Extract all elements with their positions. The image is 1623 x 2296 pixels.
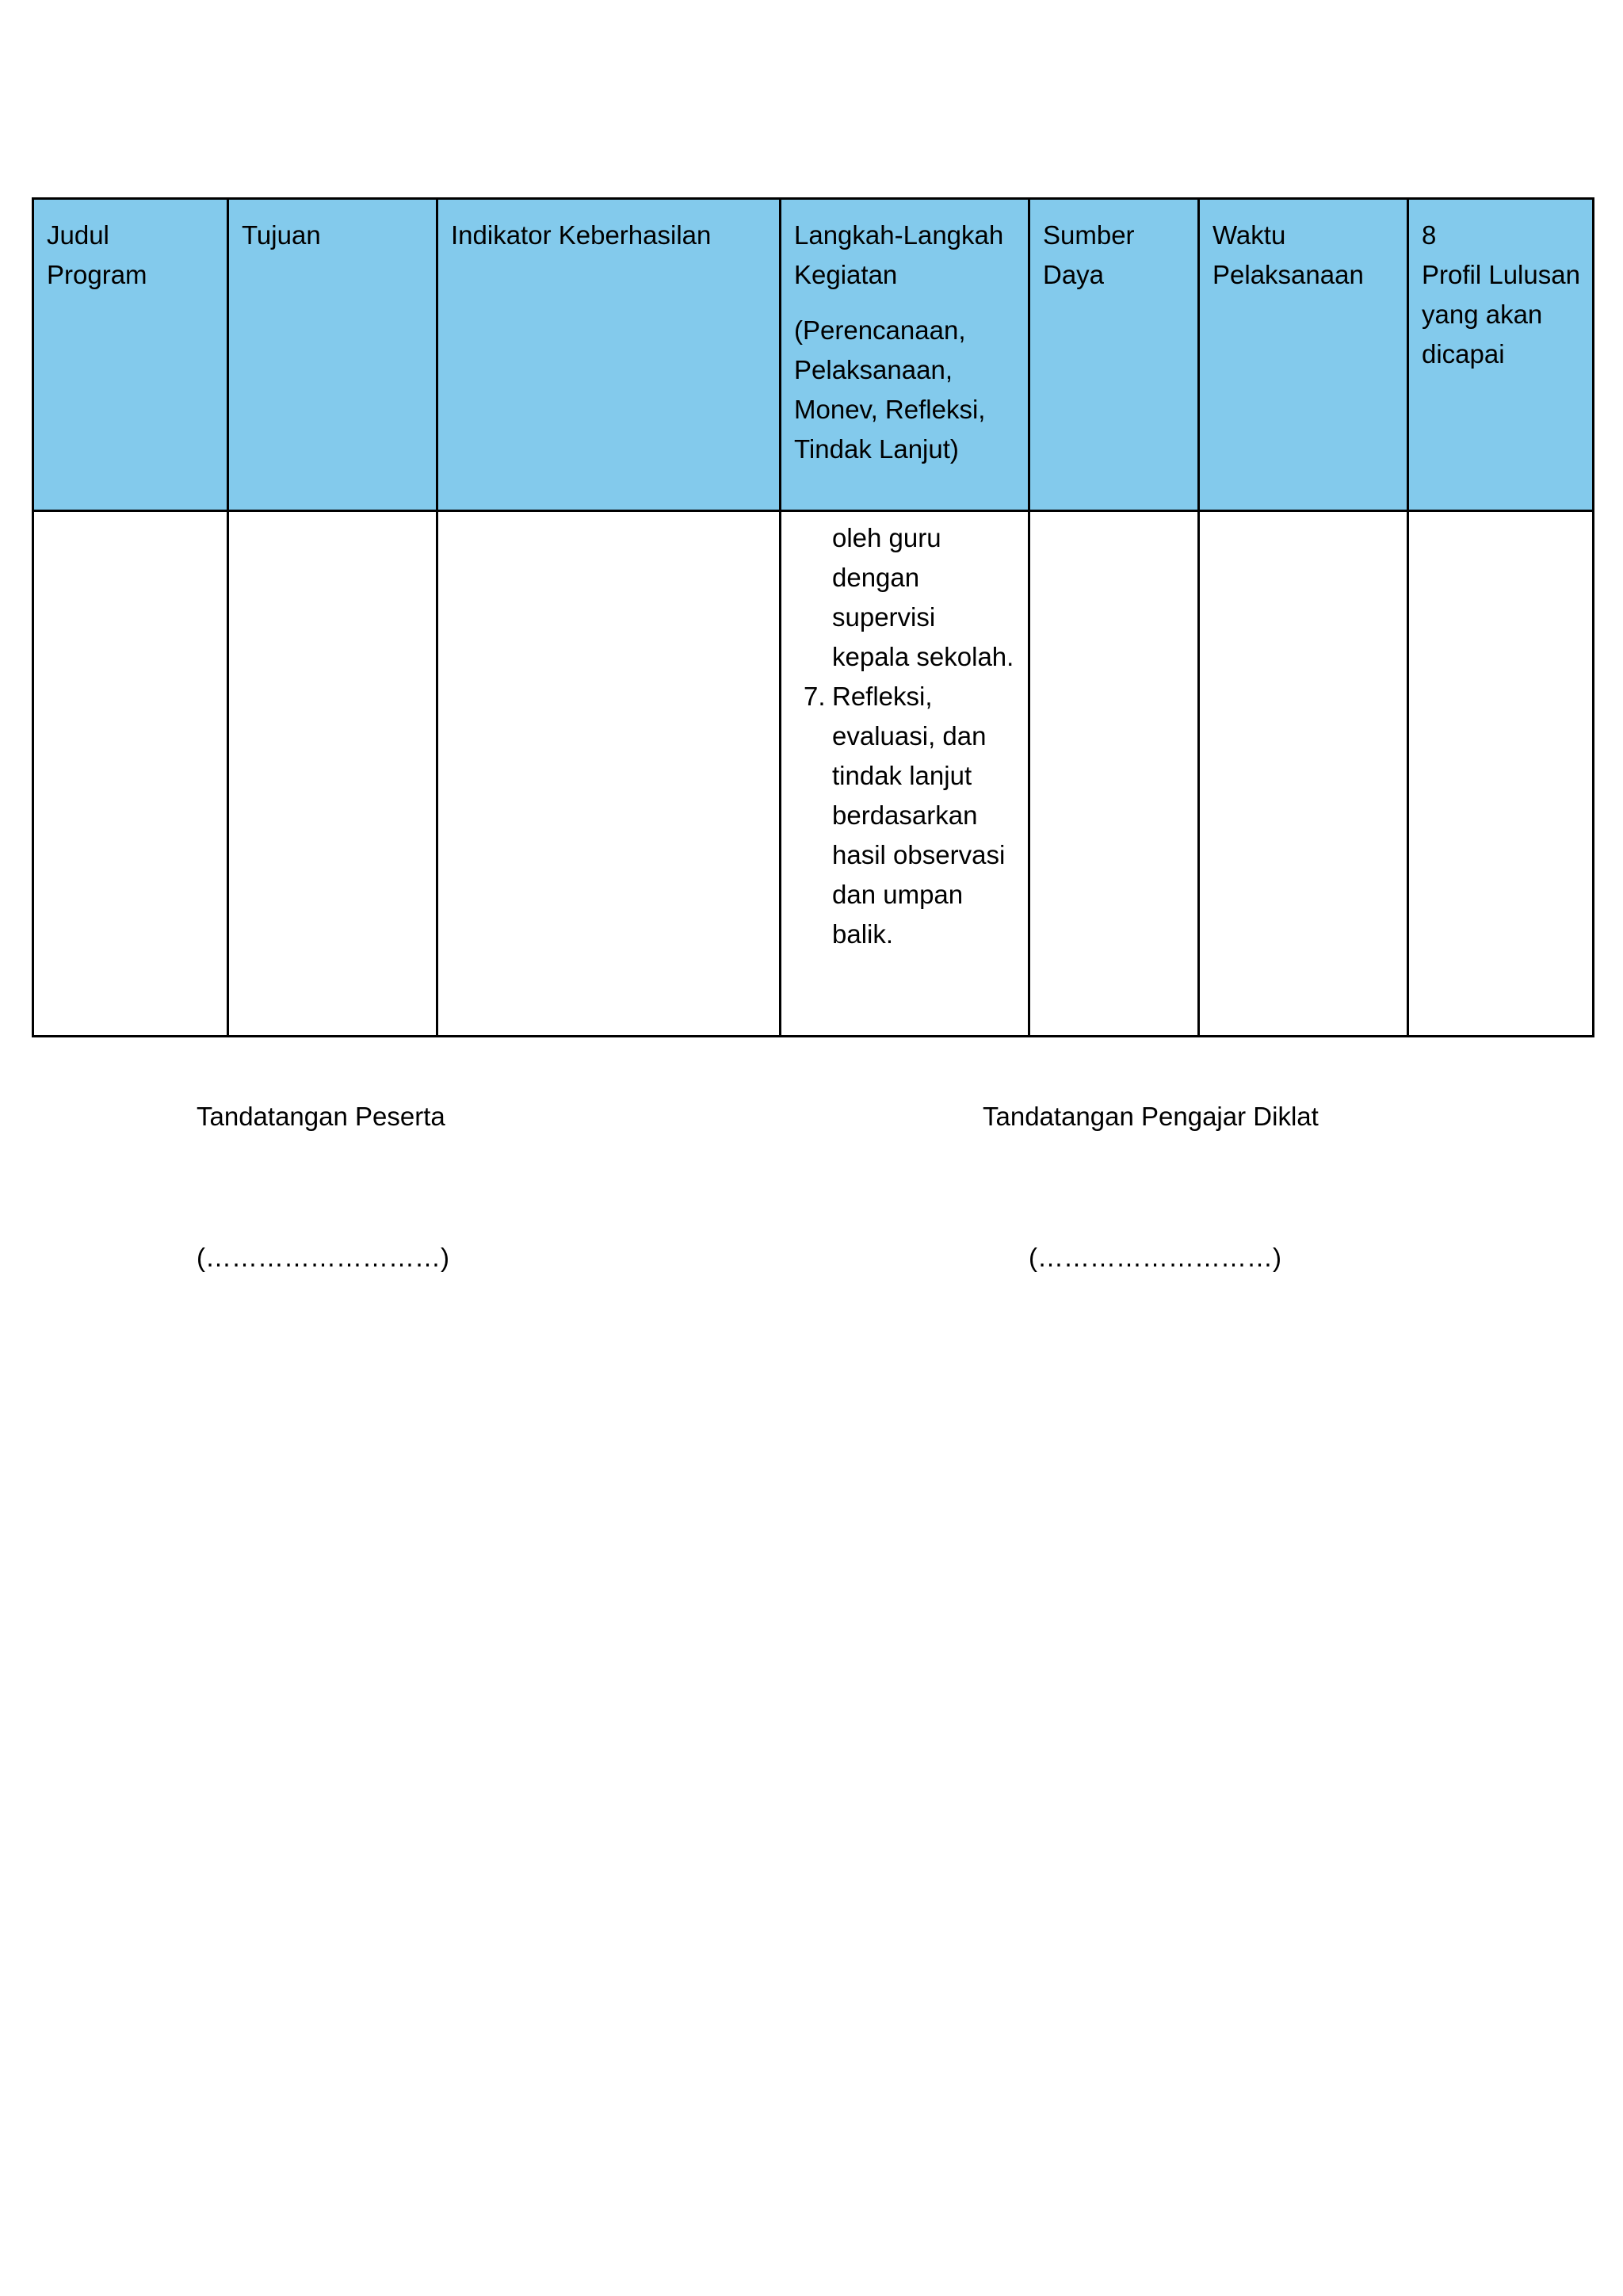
header-profil-lulusan: 8 Profil Lulusan yang akan dicapai [1408, 199, 1594, 511]
list-item [794, 518, 1017, 677]
instructor-signature-placeholder: (………………………) [1029, 1243, 1281, 1272]
steps-list [794, 518, 1017, 954]
cell-profil [1408, 511, 1594, 1037]
program-table [32, 197, 1594, 1037]
header-tujuan: Tujuan [228, 199, 437, 511]
cell-indikator [437, 511, 781, 1037]
list-item [794, 677, 1017, 954]
cell-judul-program [33, 511, 228, 1037]
table-header-row [33, 199, 1594, 511]
step-text: oleh guru dengan supervisi kepala sekolah. [832, 523, 1014, 671]
header-judul-program: Judul Program [33, 199, 228, 511]
header-langkah-subtitle: (Perencanaan, Pelaksanaan, Monev, Refleksi, Tindak Lanjut) [794, 315, 986, 464]
cell-waktu [1199, 511, 1408, 1037]
participant-signature-placeholder: (………………………) [197, 1243, 449, 1272]
step-number: 7. [804, 682, 826, 711]
participant-signature-label: Tandatangan Peserta [197, 1102, 445, 1131]
header-waktu-pelaksanaan: Waktu Pelaksanaan [1199, 199, 1408, 511]
cell-sumber-daya [1029, 511, 1199, 1037]
header-indikator-keberhasilan: Indikator Keberhasilan [437, 199, 781, 511]
table-row [33, 511, 1594, 1037]
cell-langkah-kegiatan [781, 511, 1029, 1037]
header-sumber-daya: Sumber Daya [1029, 199, 1199, 511]
cell-tujuan [228, 511, 437, 1037]
step-text: Refleksi, evaluasi, dan tindak lanjut berdasarkan hasil observasi dan umpan balik. [832, 682, 1006, 949]
instructor-signature-label: Tandatangan Pengajar Diklat [983, 1102, 1319, 1131]
header-langkah-kegiatan: Langkah-Langkah Kegiatan (Perencanaan, Pelaksanaan, Monev, Refleksi, Tindak Lanjut) [781, 199, 1029, 511]
